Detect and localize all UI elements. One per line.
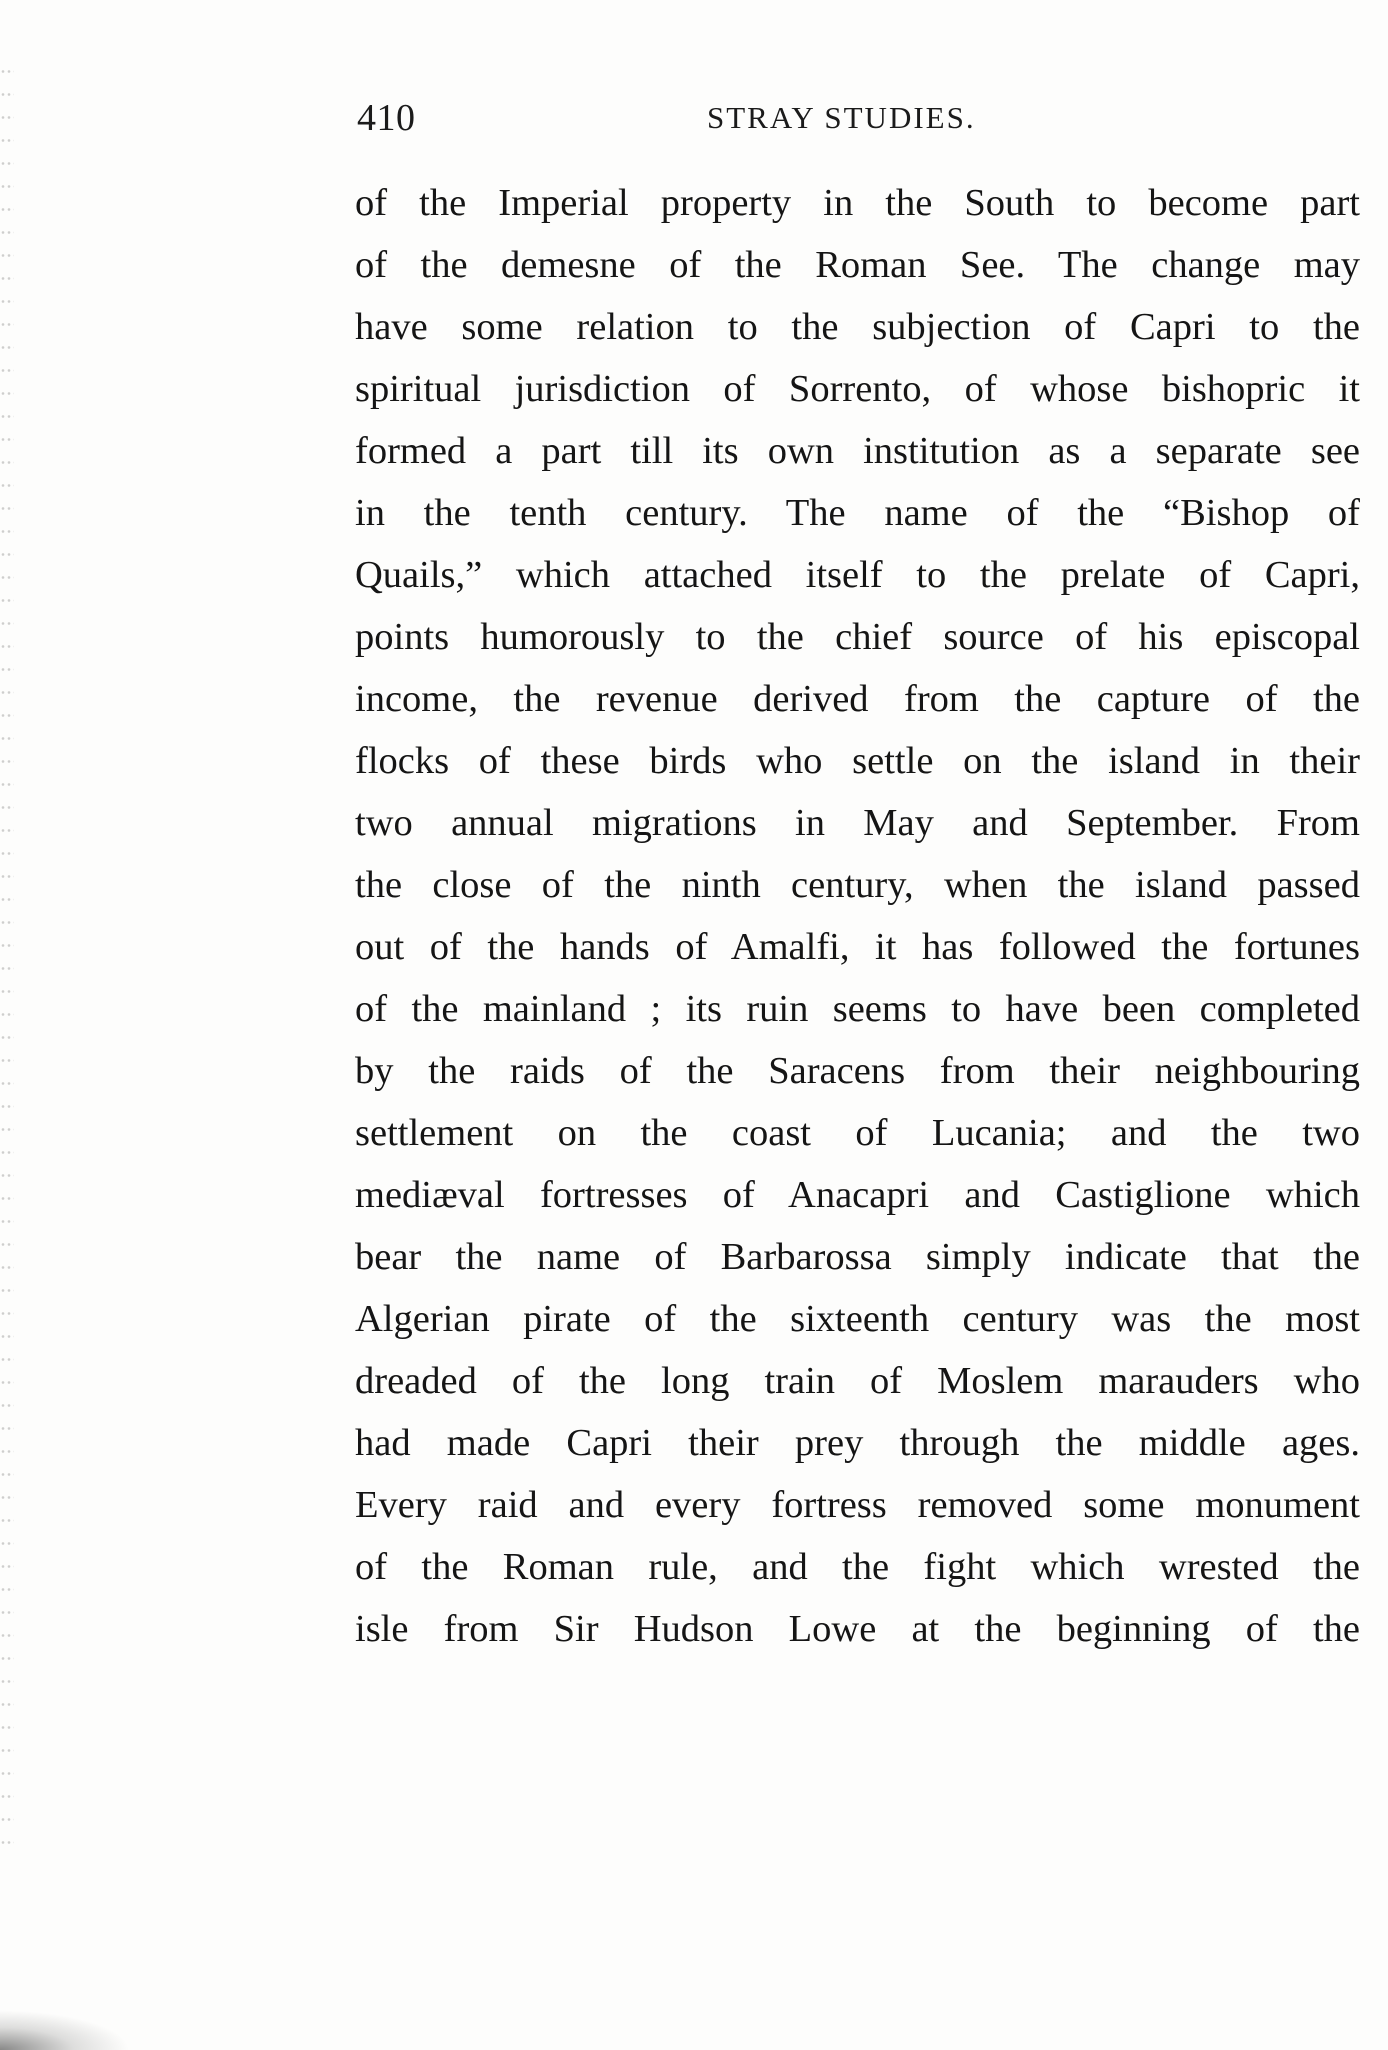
text-line: have some relation to the subjection of Capri to the bbox=[355, 306, 1360, 348]
page-number: 410 bbox=[357, 97, 416, 139]
text-line: Every raid and every fortress removed some monument bbox=[355, 1484, 1360, 1526]
text-line: of the mainland ; its ruin seems to have been completed bbox=[355, 988, 1360, 1030]
running-header bbox=[357, 96, 1355, 146]
text-line: two annual migrations in May and September. From bbox=[355, 802, 1360, 844]
text-line: of the Imperial property in the South to become part bbox=[355, 182, 1360, 224]
text-line: flocks of these birds who settle on the island in their bbox=[355, 740, 1360, 782]
text-line: the close of the ninth century, when the island passed bbox=[355, 864, 1360, 906]
text-line: dreaded of the long train of Moslem marauders who bbox=[355, 1360, 1360, 1402]
text-line: spiritual jurisdiction of Sorrento, of whose bishopric it bbox=[355, 368, 1360, 410]
text-line: bear the name of Barbarossa simply indicate that the bbox=[355, 1236, 1360, 1278]
text-line: mediæval fortresses of Anacapri and Castiglione which bbox=[355, 1174, 1360, 1216]
body-text bbox=[355, 172, 1360, 1660]
text-line: Quails,” which attached itself to the prelate of Capri, bbox=[355, 554, 1360, 596]
scan-smudge bbox=[0, 2010, 130, 2050]
text-line: in the tenth century. The name of the “Bishop of bbox=[355, 492, 1360, 534]
text-line: out of the hands of Amalfi, it has followed the fortunes bbox=[355, 926, 1360, 968]
running-title: STRAY STUDIES. bbox=[707, 100, 976, 135]
binding-gutter-marks bbox=[0, 60, 14, 1860]
text-line: points humorously to the chief source of his episcopal bbox=[355, 616, 1360, 658]
text-line: of the Roman rule, and the fight which wrested the bbox=[355, 1546, 1360, 1588]
text-line: Algerian pirate of the sixteenth century was the most bbox=[355, 1298, 1360, 1340]
text-line: settlement on the coast of Lucania; and the two bbox=[355, 1112, 1360, 1154]
text-line: by the raids of the Saracens from their neighbouring bbox=[355, 1050, 1360, 1092]
text-line: isle from Sir Hudson Lowe at the beginning of the bbox=[355, 1608, 1360, 1650]
text-line: formed a part till its own institution as a separate see bbox=[355, 430, 1360, 472]
text-line: income, the revenue derived from the capture of the bbox=[355, 678, 1360, 720]
text-line: of the demesne of the Roman See. The change may bbox=[355, 244, 1360, 286]
text-line: had made Capri their prey through the middle ages. bbox=[355, 1422, 1360, 1464]
